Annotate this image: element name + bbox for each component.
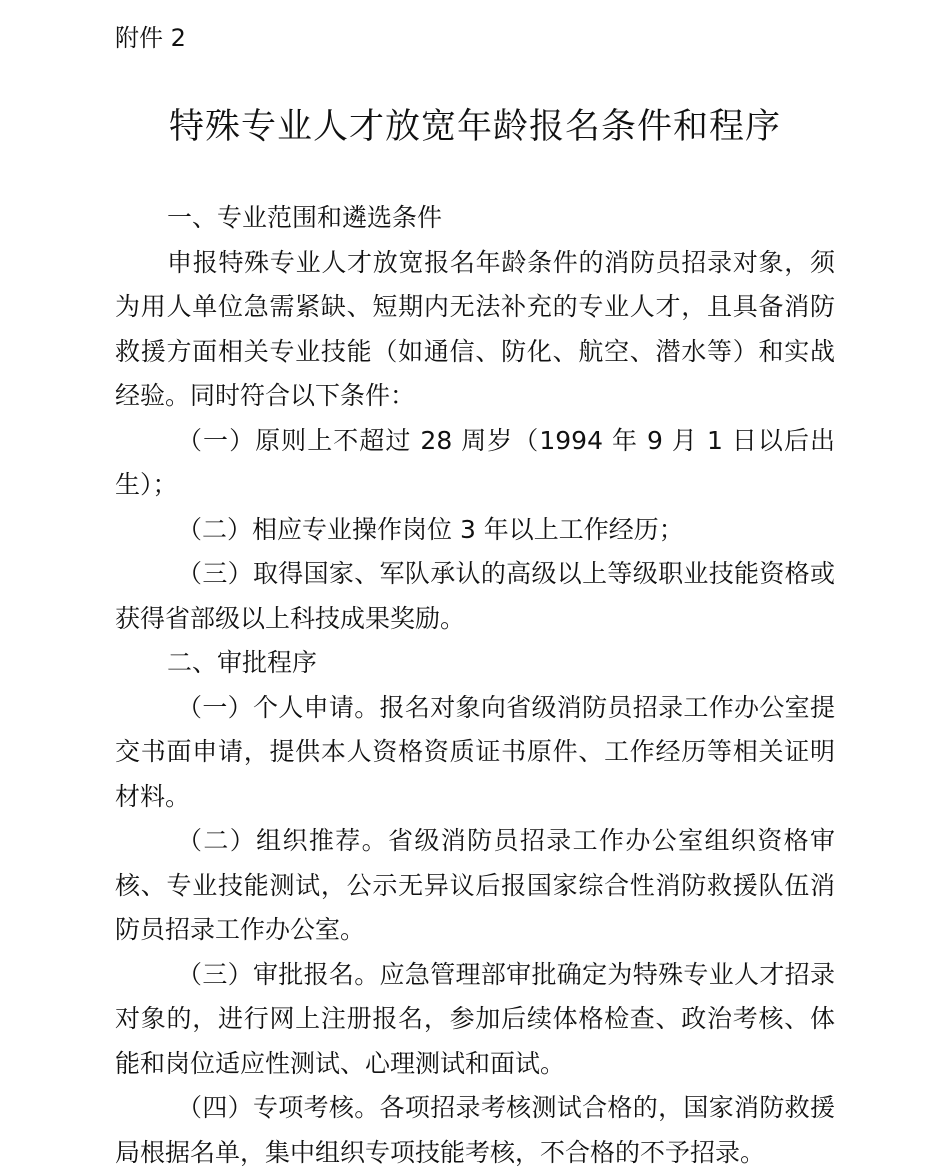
procedure-step: （四）专项考核。各项招录考核测试合格的，国家消防救援局根据名单，集中组织专项技能考核，不合格的不予招录。: [115, 1093, 835, 1167]
condition-item: （二）相应专业操作岗位 3 年以上工作经历；: [177, 514, 684, 544]
paragraph: 申报特殊专业人才放宽报名年龄条件的消防员招录对象，须为用人单位急需紧缺、短期内无法补充的专业人才，且具备消防救援方面相关专业技能（如通信、防化、航空、潜水等）和实战经验。同时符合以下条件：: [115, 247, 835, 410]
procedure-step: （三）审批报名。应急管理部审批确定为特殊专业人才招录对象的，进行网上注册报名，参加后续体格检查、政治考核、体能和岗位适应性测试、心理测试和面试。: [115, 959, 835, 1078]
section-heading: 一、专业范围和遴选条件: [167, 203, 443, 232]
document-title: 特殊专业人才放宽年龄报名条件和程序: [168, 107, 781, 147]
document-body: [115, 196, 835, 1175]
procedure-step: （二）组织推荐。省级消防员招录工作办公室组织资格审核、专业技能测试，公示无异议后报国家综合性消防救援队伍消防员招录工作办公室。: [115, 826, 835, 944]
condition-item: （三）取得国家、军队承认的高级以上等级职业技能资格或获得省部级以上科技成果奖励。: [115, 559, 835, 633]
section-heading: 二、审批程序: [167, 648, 318, 677]
attachment-label: 附件 2: [115, 24, 186, 52]
condition-item: （一）原则上不超过 28 周岁（1994 年 9 月 1 日以后出生）；: [115, 425, 835, 499]
procedure-step: （一）个人申请。报名对象向省级消防员招录工作办公室提交书面申请，提供本人资格资质证书原件、工作经历等相关证明材料。: [115, 692, 835, 811]
